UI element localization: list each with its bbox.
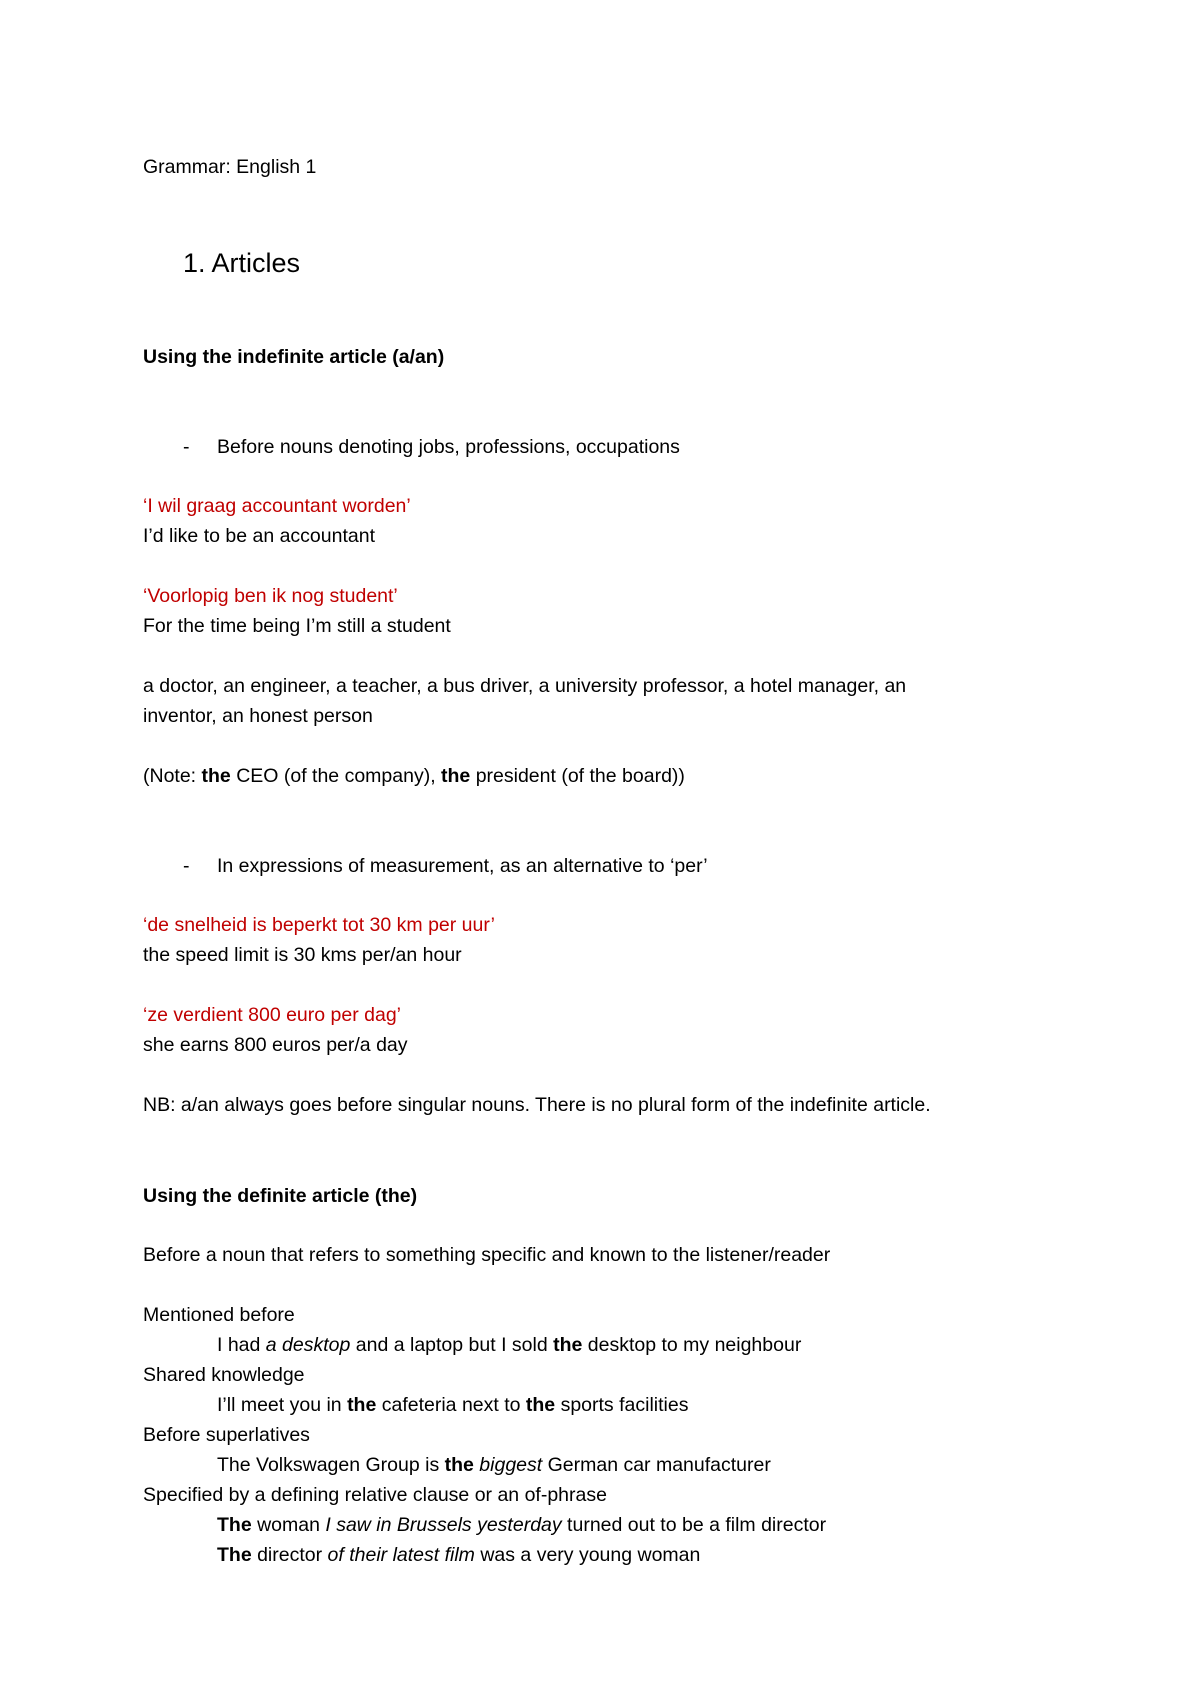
bullet-measurement: In expressions of measurement, as an alternative to ‘per’ (217, 855, 708, 877)
example-english-3: the speed limit is 30 kms per/an hour (143, 944, 462, 966)
shared-knowledge-example (217, 1396, 688, 1416)
section-heading: 1. Articles (183, 248, 301, 278)
example-dutch-3: ‘de snelheid is beperkt tot 30 km per uur’ (143, 914, 495, 936)
example-bold-the: The (217, 1544, 252, 1566)
note-text: president (of the board)) (470, 765, 685, 787)
example-dutch-2: ‘Voorlopig ben ik nog student’ (143, 585, 398, 607)
example-bold-the: the (525, 1394, 556, 1416)
example-english-4: she earns 800 euros per/a day (143, 1034, 408, 1056)
specified-label: Specified by a defining relative clause or an of-phrase (143, 1484, 607, 1506)
shared-knowledge-label: Shared knowledge (143, 1364, 305, 1386)
example-text: The Volkswagen Group is (217, 1454, 445, 1476)
example-italic: a desktop (265, 1334, 351, 1356)
example-english-1: I’d like to be an accountant (143, 525, 375, 547)
example-text: woman (251, 1514, 326, 1536)
mentioned-before-label: Mentioned before (143, 1304, 295, 1326)
example-text: director (251, 1544, 328, 1566)
example-text: sports facilities (555, 1394, 689, 1416)
superlatives-label: Before superlatives (143, 1424, 310, 1446)
example-bold-the: the (553, 1334, 583, 1356)
indefinite-heading: Using the indefinite article (a/an) (143, 346, 445, 368)
note-bold-the: the (201, 765, 231, 787)
note-text: CEO (of the company), (230, 765, 442, 787)
example-dutch-1: ‘I wil graag accountant worden’ (143, 495, 411, 517)
profession-list-line-2: inventor, an honest person (143, 705, 373, 727)
profession-list-line-1: a doctor, an engineer, a teacher, a bus driver, a university professor, a hotel manager, an (143, 675, 907, 697)
nb-note: NB: a/an always goes before singular nouns. There is no plural form of the indefinite article. (143, 1094, 931, 1116)
bullet-jobs: Before nouns denoting jobs, professions, occupations (217, 436, 680, 458)
example-text: I’ll meet you in (217, 1394, 348, 1416)
example-text: I had (217, 1334, 266, 1356)
superlatives-example (217, 1456, 771, 1476)
specified-example-2 (217, 1546, 700, 1566)
example-text: German car manufacturer (542, 1454, 771, 1476)
example-italic: biggest (479, 1454, 543, 1476)
note-bold-the: the (441, 765, 471, 787)
note-text: (Note: (143, 765, 202, 787)
definite-intro: Before a noun that refers to something specific and known to the listener/reader (143, 1244, 831, 1266)
definite-heading: Using the definite article (the) (143, 1185, 418, 1207)
example-dutch-4: ‘ze verdient 800 euro per dag’ (143, 1004, 402, 1026)
example-english-2: For the time being I’m still a student (143, 615, 451, 637)
example-text: desktop to my neighbour (582, 1334, 802, 1356)
example-text: and a laptop but I sold (350, 1334, 554, 1356)
specified-example-1 (217, 1516, 826, 1536)
example-italic: of their latest film (327, 1544, 475, 1566)
example-bold-the: the (347, 1394, 377, 1416)
example-bold-the: The (217, 1514, 252, 1536)
example-text: was a very young woman (474, 1544, 701, 1566)
document-title: Grammar: English 1 (143, 156, 317, 178)
bullet-marker: - (183, 855, 190, 877)
example-text: cafeteria next to (376, 1394, 526, 1416)
mentioned-before-example (217, 1336, 801, 1356)
note-line (143, 767, 685, 787)
example-italic: I saw in Brussels yesterday (325, 1514, 562, 1536)
example-text: turned out to be a film director (561, 1514, 827, 1536)
bullet-marker: - (183, 436, 190, 458)
example-bold-the: the (444, 1454, 474, 1476)
